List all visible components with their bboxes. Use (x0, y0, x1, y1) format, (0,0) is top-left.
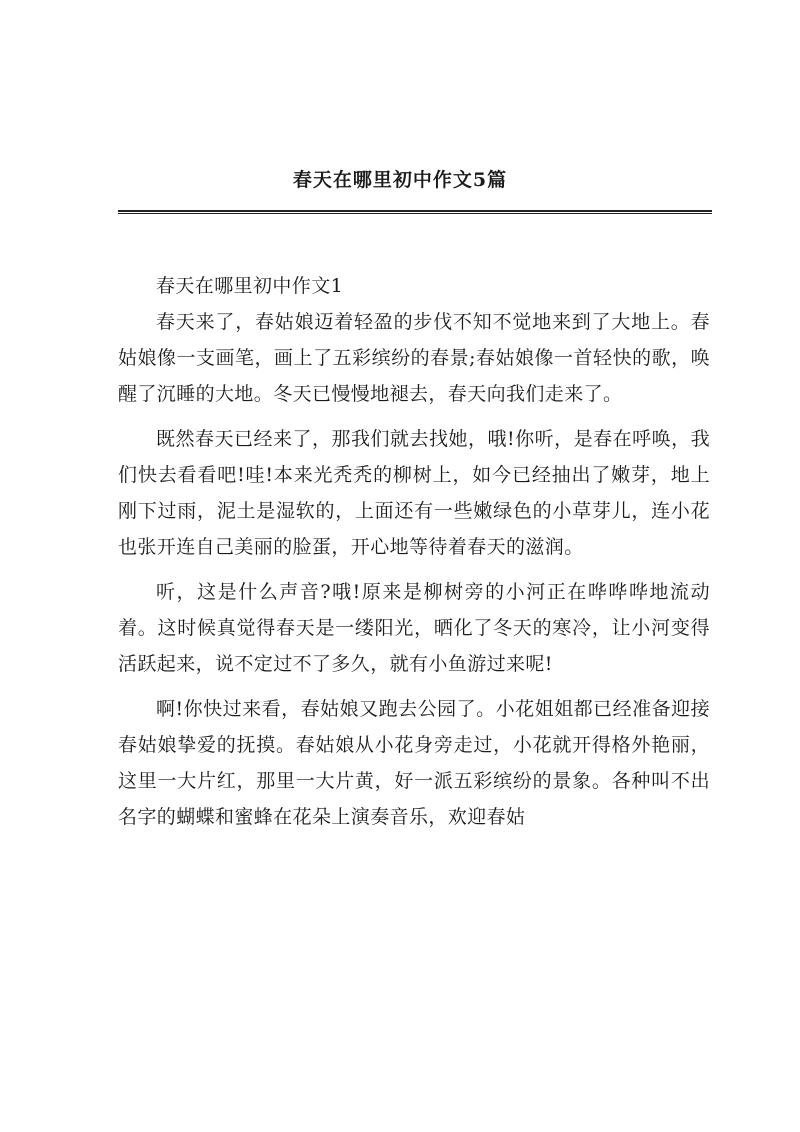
paragraph: 听，这是什么声音?哦!原来是柳树旁的小河正在哗哗哗地流动着。这时候真觉得春天是一缕阳光，晒化了冬天的寒冷，让小河变得活跃起来，说不定过不了多久，就有小鱼游过来呢! (118, 581, 710, 675)
document-title: 春天在哪里初中作文5篇 (292, 169, 508, 191)
section-heading: 春天在哪里初中作文1 (156, 275, 344, 297)
title-divider (118, 210, 712, 214)
paragraph: 既然春天已经来了，那我们就去找她，哦!你听，是春在呼唤，我们快去看看吧!哇!本来光秃秃的柳树上，如今已经抽出了嫩芽，地上刚下过雨，泥土是湿软的，上面还有一些嫩绿色的小草芽儿，连小花也张开连自己美丽的脸蛋，开心地等待着春天的滋润。 (118, 428, 710, 558)
document-body (118, 268, 710, 844)
paragraph: 啊!你快过来看，春姑娘又跑去公园了。小花姐姐都已经准备迎接春姑娘挚爱的抚摸。春姑娘从小花身旁走过，小花就开得格外艳丽，这里一大片红，那里一大片黄，好一派五彩缤纷的景象。各种叫不出名字的蝴蝶和蜜蜂在花朵上演奏音乐，欢迎春姑 (118, 698, 710, 828)
paragraph: 春天来了，春姑娘迈着轻盈的步伐不知不觉地来到了大地上。春姑娘像一支画笔，画上了五彩缤纷的春景;春姑娘像一首轻快的歌，唤醒了沉睡的大地。冬天已慢慢地褪去，春天向我们走来了。 (118, 311, 710, 405)
